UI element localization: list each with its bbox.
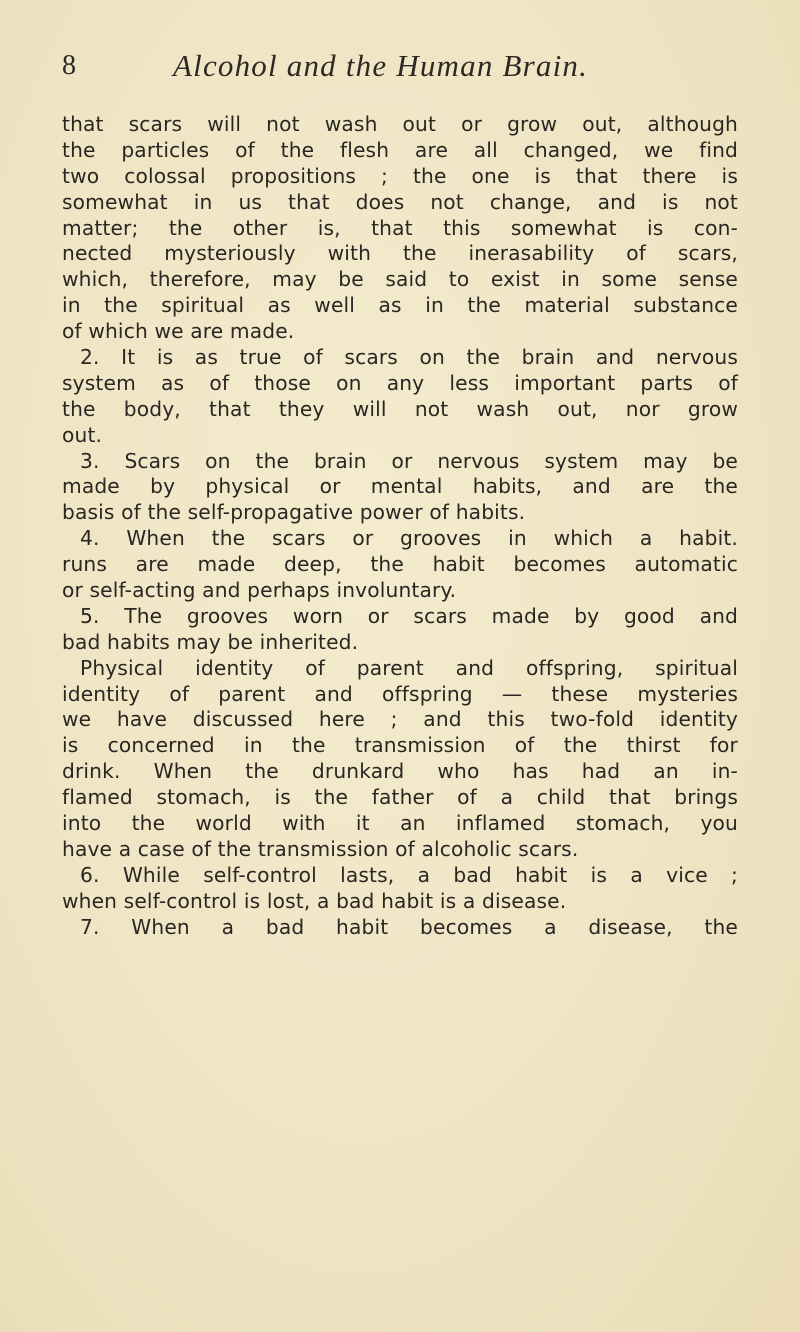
text-line: bad habits may be inherited.	[62, 629, 359, 654]
text-line: somewhat in us that does not change, and is not	[62, 189, 738, 214]
text-line: Physical identity of parent and offspring, spiritual	[80, 655, 738, 680]
text-line: 6. While self-control lasts, a bad habit is a vice ;	[80, 862, 738, 887]
text-line: 5. The grooves worn or scars made by good and	[80, 603, 738, 628]
text-line: 4. When the scars or grooves in which a habit.	[80, 526, 738, 551]
text-line: drink. When the drunkard who has had an in-	[62, 759, 738, 784]
page-header	[62, 48, 742, 88]
text-line: of which we are made.	[62, 319, 295, 344]
text-line: in the spiritual as well as in the material substance	[62, 293, 738, 318]
text-line: have a case of the transmission of alcoholic scars.	[62, 836, 579, 861]
text-line: or self-acting and perhaps involuntary.	[62, 578, 457, 603]
text-line: out.	[62, 422, 103, 447]
text-line: the body, that they will not wash out, nor grow	[62, 396, 738, 421]
text-line: identity of parent and offspring — these mysteries	[62, 681, 738, 706]
text-line: nected mysteriously with the inerasability of scars,	[62, 241, 738, 266]
text-line: matter; the other is, that this somewhat is con-	[62, 215, 738, 240]
text-line: basis of the self-propagative power of habits.	[62, 500, 526, 525]
text-line: runs are made deep, the habit becomes automatic	[62, 552, 738, 577]
body-text	[62, 112, 738, 941]
text-line: into the world with it an inflamed stomach, you	[62, 811, 738, 836]
running-title: Alcohol and the Human Brain.	[173, 48, 589, 83]
text-line: flamed stomach, is the father of a child that brings	[62, 785, 738, 810]
page-number: 8	[62, 50, 76, 81]
text-line: the particles of the flesh are all changed, we find	[62, 137, 738, 162]
text-line: is concerned in the transmission of the thirst for	[62, 733, 738, 758]
text-line: we have discussed here ; and this two-fold identity	[62, 707, 738, 732]
text-line: that scars will not wash out or grow out, although	[62, 112, 738, 136]
text-line: 3. Scars on the brain or nervous system may be	[80, 448, 738, 473]
text-line: which, therefore, may be said to exist in some sense	[62, 267, 738, 292]
text-line: made by physical or mental habits, and are the	[62, 474, 738, 499]
text-line: 7. When a bad habit becomes a disease, the	[80, 914, 738, 939]
text-line: 2. It is as true of scars on the brain and nervous	[80, 345, 738, 370]
text-line: system as of those on any less important parts of	[62, 370, 738, 395]
text-line: two colossal propositions ; the one is that there is	[62, 163, 738, 188]
text-line: when self-control is lost, a bad habit is a disease.	[62, 888, 567, 913]
